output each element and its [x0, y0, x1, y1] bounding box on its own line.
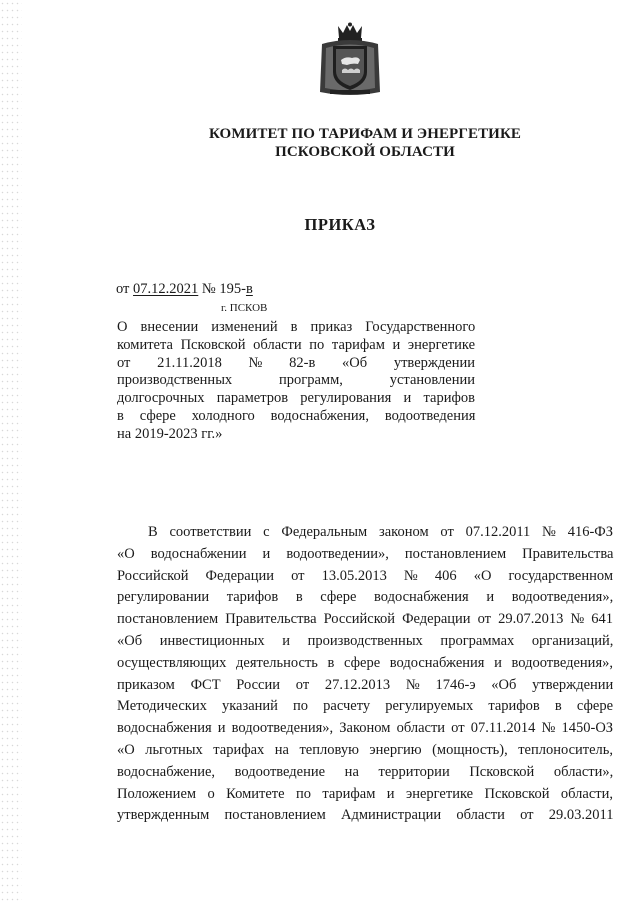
org-name-line1: КОМИТЕТ ПО ТАРИФАМ И ЭНЕРГЕТИКЕ — [208, 126, 522, 142]
body-line: приказом ФСТ России от 27.12.2013 № 1746-э «Об утверждении — [117, 676, 614, 693]
body-line: постановлением Правительства Российской Федерации от 29.07.2013 № 641 — [117, 611, 614, 628]
coat-of-arms-icon — [314, 22, 386, 98]
body-line: утвержденным постановлением Администрации области от 29.03.2011 — [117, 807, 614, 824]
subject-line: долгосрочных параметров регулирования и тарифов — [117, 390, 475, 407]
subject-line: О внесении изменений в приказ Государственного — [117, 319, 476, 335]
document-type-title: ПРИКАЗ — [304, 215, 376, 234]
body-line: Методических указаний по расчету регулируемых тарифов в сфере — [117, 698, 613, 715]
scan-edge-noise — [0, 0, 22, 905]
body-line: водоснабжение, водоотведение на территории Псковской области», — [117, 763, 614, 780]
body-line: «О водоснабжении и водоотведении», постановлением Правительства — [117, 545, 614, 562]
order-subject — [117, 319, 475, 444]
order-date: 07.12.2021 — [133, 281, 199, 297]
subject-line: от 21.11.2018 № 82-в «Об утверждении — [117, 354, 475, 371]
order-number-suffix: в — [245, 281, 253, 297]
issuing-city: г. ПСКОВ — [221, 302, 268, 314]
body-line: «О льготных тарифах на тепловую энергию (мощность), теплоноситель, — [117, 741, 614, 758]
order-date-number — [116, 281, 253, 298]
order-number-label: № 195- — [198, 281, 246, 297]
subject-line: в сфере холодного водоснабжения, водоотведения — [117, 407, 476, 424]
body-line: водоснабжения и водоотведения», Законом области от 07.11.2014 № 1450-ОЗ — [117, 720, 614, 737]
body-line: В соответствии с Федеральным законом от 07.12.2011 № 416-ФЗ — [148, 524, 613, 540]
org-name-line2: ПСКОВСКОЙ ОБЛАСТИ — [275, 144, 455, 160]
subject-line: производственных программ, установлении — [117, 372, 475, 389]
body-line: Российской Федерации от 13.05.2013 № 406 «О государственном — [117, 567, 613, 584]
date-prefix: от — [116, 281, 134, 297]
body-line: регулировании тарифов в сфере водоснабжения и водоотведения», — [117, 589, 614, 606]
subject-line: комитета Псковской области по тарифам и энергетике — [117, 336, 475, 353]
subject-line: на 2019-2023 гг.» — [117, 425, 223, 442]
body-line: осуществляющих деятельность в сфере водоснабжения и водоотведения», — [117, 654, 613, 671]
body-line: «Об инвестиционных и производственных программах организаций, — [117, 632, 614, 649]
body-line: Положением о Комитете по тарифам и энергетике Псковской области, — [117, 785, 613, 802]
order-body-text — [117, 522, 613, 827]
